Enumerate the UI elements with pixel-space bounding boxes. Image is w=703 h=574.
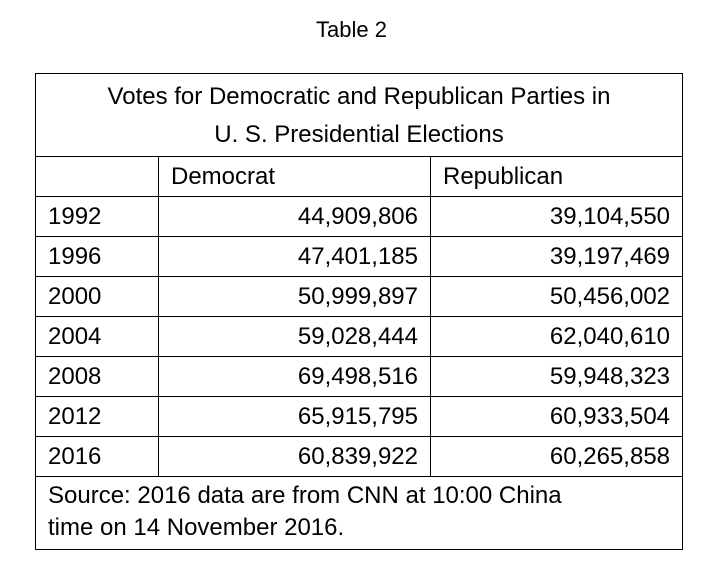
democrat-votes-cell: 65,915,795	[159, 397, 431, 437]
democrat-votes-cell: 60,839,922	[159, 437, 431, 477]
source-note	[36, 477, 683, 550]
header-row	[36, 157, 683, 197]
year-cell: 2016	[36, 437, 159, 477]
republican-votes-cell: 39,104,550	[431, 197, 683, 237]
republican-votes-cell: 62,040,610	[431, 317, 683, 357]
year-cell: 2012	[36, 397, 159, 437]
table-row	[36, 317, 683, 357]
democrat-votes-cell: 44,909,806	[159, 197, 431, 237]
table-title	[36, 74, 683, 157]
table-row	[36, 357, 683, 397]
source-note-line-1: Source: 2016 data are from CNN at 10:00 China	[48, 482, 562, 509]
table-row	[36, 237, 683, 277]
year-cell: 1992	[36, 197, 159, 237]
democrat-votes-cell: 50,999,897	[159, 277, 431, 317]
header-republican: Republican	[431, 157, 683, 197]
democrat-votes-cell: 47,401,185	[159, 237, 431, 277]
republican-votes-cell: 60,265,858	[431, 437, 683, 477]
year-cell: 2008	[36, 357, 159, 397]
table-row	[36, 437, 683, 477]
year-cell: 2000	[36, 277, 159, 317]
votes-table	[35, 73, 683, 550]
republican-votes-cell: 59,948,323	[431, 357, 683, 397]
table-row	[36, 197, 683, 237]
democrat-votes-cell: 69,498,516	[159, 357, 431, 397]
table-row	[36, 397, 683, 437]
republican-votes-cell: 60,933,504	[431, 397, 683, 437]
source-note-line-2: time on 14 November 2016.	[48, 514, 345, 541]
source-note-row	[36, 477, 683, 550]
header-year	[36, 157, 159, 197]
year-cell: 1996	[36, 237, 159, 277]
table-row	[36, 277, 683, 317]
header-democrat: Democrat	[159, 157, 431, 197]
table-title-line-2: U. S. Presidential Elections	[214, 121, 504, 148]
republican-votes-cell: 39,197,469	[431, 237, 683, 277]
table-caption: Table 2	[316, 17, 387, 42]
table-title-line-1: Votes for Democratic and Republican Parties in	[107, 83, 611, 110]
table-title-row	[36, 74, 683, 157]
year-cell: 2004	[36, 317, 159, 357]
republican-votes-cell: 50,456,002	[431, 277, 683, 317]
democrat-votes-cell: 59,028,444	[159, 317, 431, 357]
